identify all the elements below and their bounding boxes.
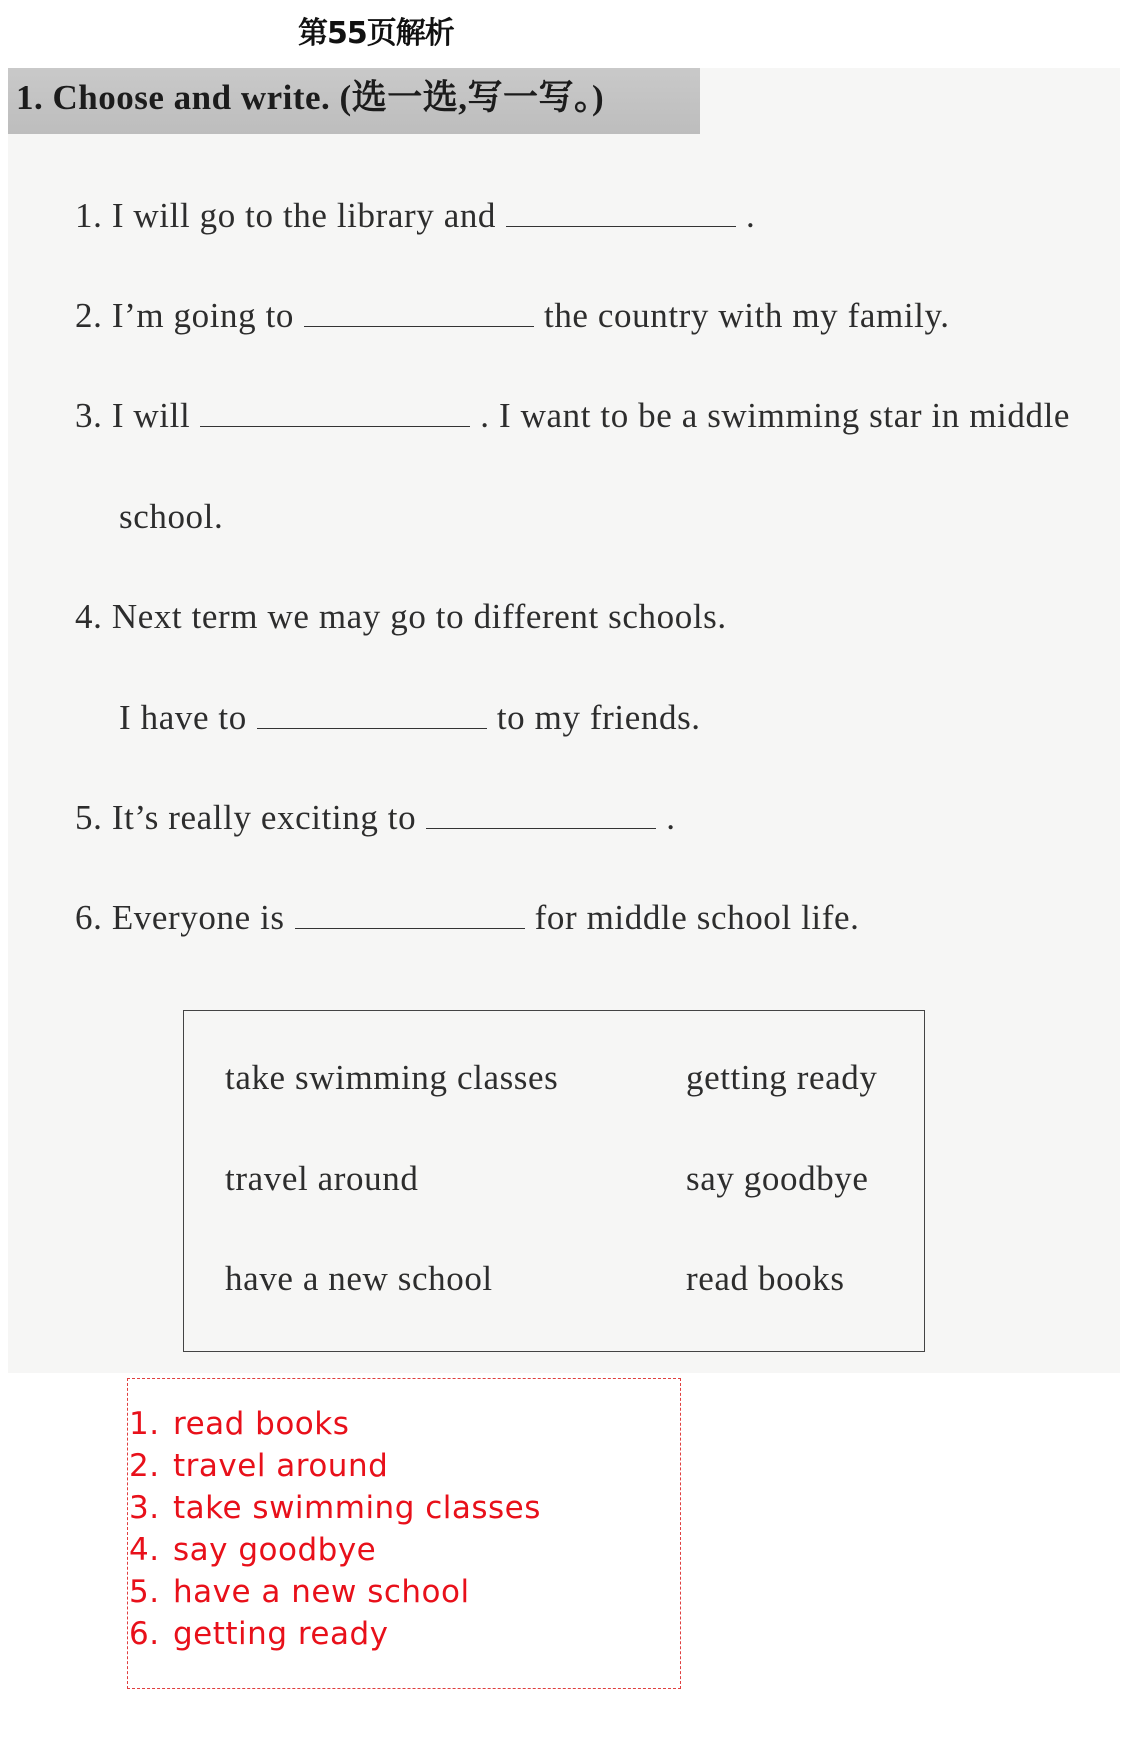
question-4 [75,597,727,637]
question-number: 4. [75,597,103,636]
answer-number: 5. [129,1574,160,1610]
answer-line-2 [129,1448,388,1484]
word-bank-item: have a new school [225,1259,493,1298]
question-number: 6. [75,898,103,937]
answer-line-4 [129,1532,376,1568]
question-text: It’s really exciting to [111,798,417,837]
answer-blank [257,698,487,729]
answer-number: 2. [129,1448,160,1484]
question-6 [75,898,859,938]
question-number: 3. [75,396,103,435]
question-text: . [666,798,676,837]
word-bank-item: travel around [225,1159,419,1198]
question-text: I will [111,396,191,435]
answer-text: have a new school [173,1574,470,1610]
answer-text: say goodbye [173,1532,377,1568]
answer-text: getting ready [173,1616,389,1652]
answer-number: 3. [129,1490,160,1526]
answer-line-3 [129,1490,541,1526]
answer-line-5 [129,1574,470,1610]
question-1 [75,196,755,236]
answer-number: 4. [129,1532,160,1568]
answer-line-6 [129,1616,389,1652]
question-text: I’m going to [111,296,294,335]
answer-text: read books [173,1406,350,1442]
word-bank-item: read books [686,1259,845,1298]
question-number: 1. [75,196,103,235]
question-text: Everyone is [111,898,285,937]
answer-line-1 [129,1406,349,1442]
word-bank-item: say goodbye [686,1159,869,1198]
question-text: I will go to the library and [111,196,497,235]
question-text: for middle school life. [534,898,860,937]
answer-text: travel around [173,1448,389,1484]
question-number: 5. [75,798,103,837]
question-3-continued: school. [119,497,224,536]
answer-text: take swimming classes [173,1490,541,1526]
answer-number: 1. [129,1406,160,1442]
question-2 [75,296,950,336]
word-bank-item: take swimming classes [225,1058,559,1097]
answer-number: 6. [129,1616,160,1652]
question-text: I have to [119,698,247,737]
question-text: to my friends. [496,698,701,737]
answer-blank [426,798,656,829]
question-text: . [746,196,756,235]
page-title: 第55页解析 [298,16,454,51]
question-5 [75,798,676,838]
answer-blank [506,196,736,227]
answer-blank [295,898,525,929]
question-text: the country with my family. [544,296,950,335]
question-text: Next term we may go to different schools. [111,597,727,636]
answer-blank [200,396,470,427]
word-bank-item: getting ready [686,1058,878,1097]
answer-blank [304,296,534,327]
question-4-second-line [119,698,701,738]
question-text: . I want to be a swimming star in middle [480,396,1071,435]
question-number: 2. [75,296,103,335]
section-heading: 1. Choose and write. (选一选,写一写。) [16,78,605,117]
question-3 [75,396,1070,436]
